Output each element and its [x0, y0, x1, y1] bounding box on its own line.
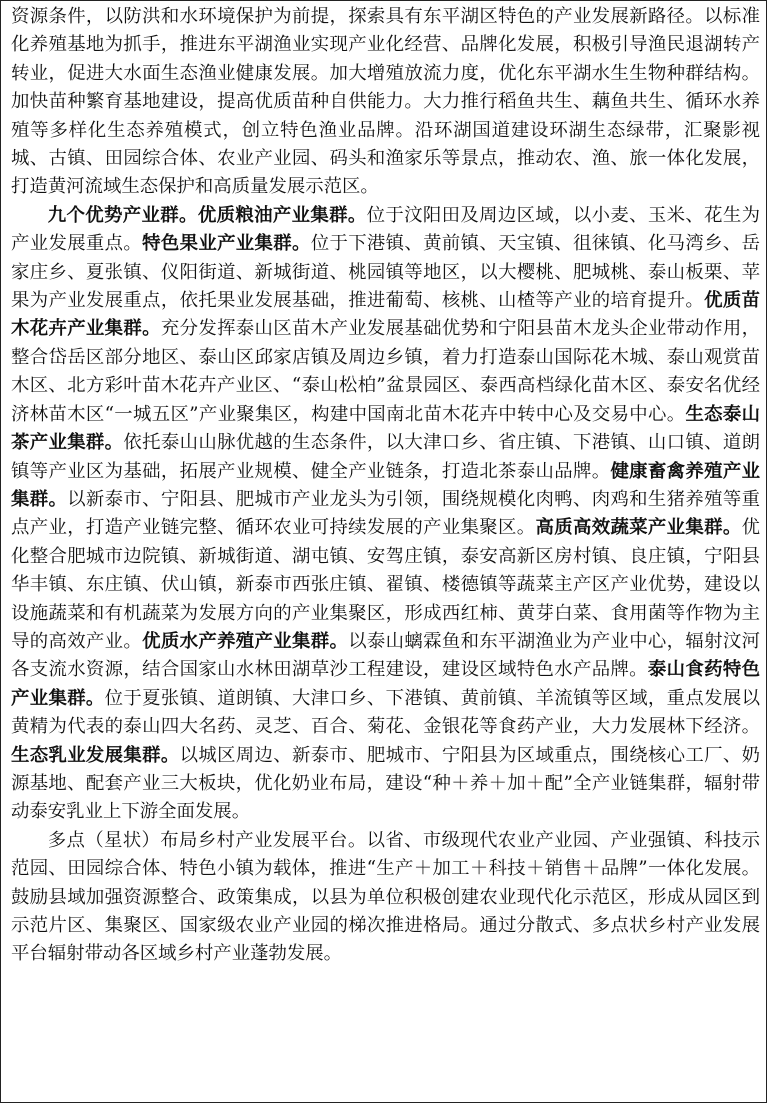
text-aquaculture-cluster: 以泰山螭霖鱼和东平湖渔业为产业中心，辐射汶河各支流水资源，结合国家山水林田湖草沙工程建设，建设区域特色水产品牌。: [11, 630, 760, 681]
paragraph-nine-industry-groups: [11, 202, 760, 827]
text-nursery-flower-cluster: 充分发挥泰山区苗木产业发展基础优势和宁阳县苗木龙头企业带动作用，整合岱岳区部分地区、泰山区邱家店镇及周边乡镇，着力打造泰山国际花木城、泰山观赏苗木区、北方彩叶苗木花卉产业区、“泰山松柏”盆景园区、泰西高档绿化苗木区、泰安名优经济林苗木区“一城五区”产业聚集区，构建中国南北苗木花卉中转中心及交易中心。: [11, 318, 760, 425]
paragraph-resource-conditions: [11, 3, 760, 202]
heading-dairy-cluster: 生态乳业发展集群。: [11, 744, 180, 766]
text-food-medicine-cluster: 位于夏张镇、道朗镇、大津口乡、下港镇、黄前镇、羊流镇等区域，重点发展以黄精为代表的泰山四大名药、灵芝、百合、菊花、金银花等食药产业，大力发展林下经济。: [11, 687, 760, 738]
paragraph-multi-point-platforms: [11, 827, 760, 969]
heading-livestock-cluster: 健康畜禽养殖产业集群。: [11, 460, 760, 510]
text-multi-point-platforms: 。以省、市级现代农业产业园、产业强镇、科技示范园、田园综合体、特色小镇为载体，推进“生产＋加工＋科技＋销售＋品牌”一体化发展。鼓励县域加强资源整合、政策集成，以县为单位积极创建农业现代化示范区，形成从园区到示范片区、集聚区、国家级农业产业园的梯次推进格局。通过分散式、多点状乡村产业发展平台辐射带动各区域乡村产业蓬勃发展。: [11, 829, 760, 965]
text-dairy-cluster: 以城区周边、新泰市、肥城市、宁阳县为区域重点，围绕核心工厂、奶源基地、配套产业三大板块，优化奶业布局，建设“种＋养＋加＋配”全产业链集群，辐射带动泰安乳业上下游全面发展。: [11, 744, 760, 823]
heading-food-medicine-cluster: 泰山食药特色产业集群。: [11, 659, 760, 709]
paragraph-text: 资源条件，以防洪和水环境保护为前提，探索具有东平湖区特色的产业发展新路径。以标准化养殖基地为抓手，推进东平湖渔业实现产业化经营、品牌化发展，积极引导渔民退湖转产转业，促进大水面生态渔业健康发展。加大增殖放流力度，优化东平湖水生生物种群结构。加快苗种繁育基地建设，提高优质苗种自供能力。大力推行稻鱼共生、藕鱼共生、循环水养殖等多样化生态养殖模式，创立特色渔业品牌。沿环湖国道建设环湖生态绿带，汇聚影视城、古镇、田园综合体、农业产业园、码头和渔家乐等景点，推动农、渔、旅一体化发展，打造黄河流域生态保护和高质量发展示范区。: [11, 6, 760, 198]
text-livestock-cluster: 以新泰市、宁阳县、肥城市产业龙头为引领，围绕规模化肉鸭、肉鸡和生猪养殖等重点产业，打造产业链完整、循环农业可持续发展的产业集聚区。: [11, 488, 760, 539]
heading-vegetable-cluster: 高质高效蔬菜产业集群。: [535, 517, 742, 539]
text-vegetable-cluster: 优化整合肥城市边院镇、新城街道、湖屯镇、安驾庄镇，泰安高新区房村镇、良庄镇，宁阳县华丰镇、东庄镇、伏山镇，新泰市西张庄镇、翟镇、楼德镇等蔬菜主产区产业优势，建设以设施蔬菜和有机蔬菜为发展方向的产业集聚区，形成西红柿、黄芽白菜、食用菌等作物为主导的高效产业。: [11, 517, 760, 652]
heading-grain-oil-cluster: 优质粮油产业集群。: [197, 204, 367, 226]
heading-multi-point-platforms: 多点（星状）布局乡村产业发展平台: [47, 829, 348, 851]
heading-taishan-tea-cluster: 生态泰山茶产业集群。: [11, 403, 760, 454]
text-taishan-tea-cluster: 依托泰山山脉优越的生态条件，以大津口乡、省庄镇、下港镇、山口镇、道朗镇等产业区为基础，拓展产业规模、健全产业链条，打造北茶泰山品牌。: [11, 432, 760, 482]
heading-nine-industry-groups: 九个优势产业群。: [47, 204, 198, 226]
text-grain-oil-cluster: 位于汶阳田及周边区域，以小麦、玉米、花生为产业发展重点。: [11, 204, 760, 255]
heading-nursery-flower-cluster: 优质苗木花卉产业集群。: [11, 290, 760, 340]
text-fruit-cluster: 位于下港镇、黄前镇、天宝镇、徂徕镇、化马湾乡、岳家庄乡、夏张镇、仪阳街道、新城街道、桃园镇等地区，以大樱桃、肥城桃、泰山板栗、苹果为产业发展重点，依托果业发展基础，推进葡萄、核桃、山楂等产业的培育提升。: [11, 233, 760, 312]
heading-aquaculture-cluster: 优质水产养殖产业集群。: [142, 630, 349, 652]
heading-fruit-cluster: 特色果业产业集群。: [142, 233, 311, 255]
